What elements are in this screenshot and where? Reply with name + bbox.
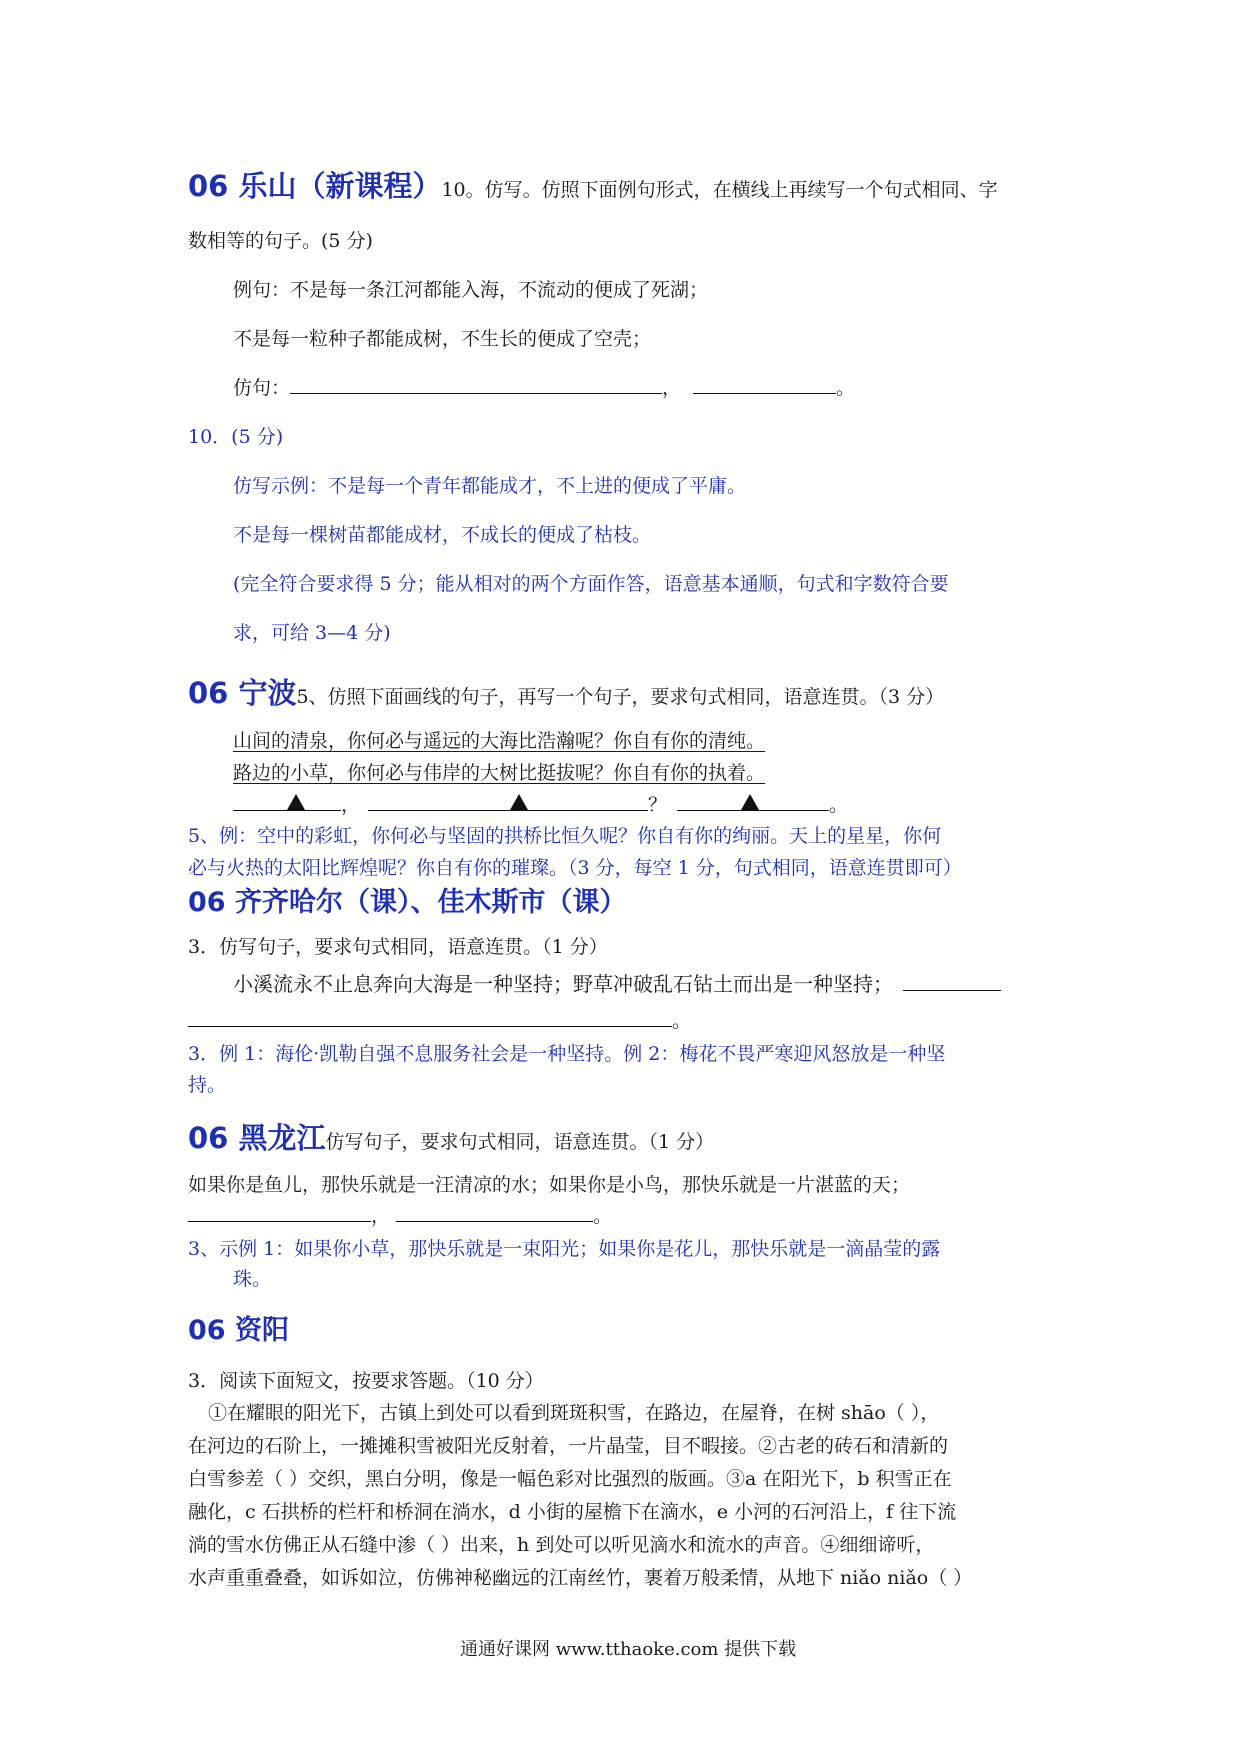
s4-blank-1[interactable] — [188, 1203, 371, 1222]
s3-line3-row — [188, 1008, 691, 1034]
s2-underlined-2: 路边的小草，你何必与伟岸的大树比挺拔呢？你自有你的执着。 — [233, 762, 766, 784]
s2-fill-line — [233, 792, 848, 818]
s5-passage-3: 白雪参差（ ）交织，黑白分明，像是一幅色彩对比强烈的版画。③a 在阳光下，b 积雪正在 — [188, 1468, 952, 1490]
s1-fill-comma: ， — [662, 377, 682, 399]
s4-question: 仿写句子，要求句式相同，语意连贯。（1 分） — [325, 1131, 715, 1153]
s2-punct-3: 。 — [829, 794, 849, 816]
triangle-icon — [741, 794, 759, 810]
s2-answer-2: 必与火热的太阳比辉煌呢？你自有你的璀璨。（3 分，每空 1 分，句式相同，语意连贯即可） — [188, 857, 962, 879]
s1-fill-end: 。 — [836, 377, 856, 399]
s2-punct-2: ？ — [648, 794, 668, 816]
s2-blank-1[interactable] — [233, 792, 341, 811]
s4-end: 。 — [593, 1205, 613, 1227]
s1-answer-2: 不是每一棵树苗都能成材，不成长的便成了枯枝。 — [233, 524, 652, 546]
s4-answer-2: 珠。 — [233, 1268, 272, 1290]
page-footer: 通通好课网 www.tthaoke.com 提供下载 — [460, 1639, 797, 1660]
s4-line2: 如果你是鱼儿，那快乐就是一汪清凉的水；如果你是小鸟，那快乐就是一片湛蓝的天； — [188, 1174, 911, 1196]
s2-question: 5、仿照下面画线的句子，再写一个句子，要求句式相同，语意连贯。（3 分） — [296, 686, 945, 708]
s5-question: 3．阅读下面短文，按要求答题。（10 分） — [188, 1370, 544, 1392]
s2-punct-1: ， — [341, 794, 361, 816]
s1-answer-1: 仿写示例：不是每一个青年都能成才，不上进的便成了平庸。 — [233, 475, 747, 497]
s2-answer-1: 5、例：空中的彩虹，你何必与坚固的拱桥比恒久呢？你自有你的绚丽。天上的星星，你何 — [188, 825, 942, 847]
s4-heading-line — [188, 1119, 714, 1161]
s4-blank-2[interactable] — [396, 1203, 593, 1222]
s1-answer-4: 求，可给 3—4 分) — [233, 622, 391, 644]
s1-heading-line — [188, 166, 998, 210]
triangle-icon — [287, 794, 305, 810]
s3-answer-2: 持。 — [188, 1074, 227, 1096]
s1-question-line2: 数相等的句子。(5 分) — [188, 230, 373, 252]
s2-heading-line — [188, 674, 944, 716]
s1-blank-2[interactable] — [693, 375, 836, 394]
s1-answer-number: 10．(5 分) — [188, 426, 284, 448]
s4-heading: 06 黑龙江 — [188, 1121, 326, 1155]
s2-blank-3[interactable] — [677, 792, 829, 811]
s5-passage-4: 融化，c 石拱桥的栏杆和桥洞在淌水，d 小街的屋檐下在滴水，e 小河的石河沿上，f 往下流 — [188, 1501, 957, 1523]
s3-line2-row — [233, 971, 1001, 997]
s3-blank-1[interactable] — [903, 972, 1001, 991]
s2-underlined-1: 山间的清泉，你何必与遥远的大海比浩瀚呢？你自有你的清纯。 — [233, 730, 766, 752]
s4-fill-line — [188, 1203, 612, 1229]
s3-question: 3．仿写句子，要求句式相同，语意连贯。（1 分） — [188, 936, 608, 958]
s5-heading: 06 资阳 — [188, 1315, 289, 1346]
s2-blank-2[interactable] — [368, 792, 648, 811]
s1-answer-3: (完全符合要求得 5 分；能从相对的两个方面作答，语意基本通顺，句式和字数符合要 — [233, 573, 949, 595]
s5-passage-5: 淌的雪水仿佛正从石缝中渗（ ）出来，h 到处可以听见滴水和流水的声音。④细细谛听， — [188, 1534, 935, 1556]
s1-question-line1: 10。仿写。仿照下面例句形式，在横线上再续写一个句式相同、字 — [441, 179, 998, 201]
s3-blank-2[interactable] — [188, 1008, 672, 1027]
s3-heading: 06 齐齐哈尔（课）、佳木斯市（课） — [188, 887, 627, 918]
s1-example-1: 例句：不是每一条江河都能入海，不流动的便成了死湖； — [233, 279, 709, 301]
s4-comma: ， — [371, 1205, 391, 1227]
s5-passage-2: 在河边的石阶上，一摊摊积雪被阳光反射着，一片晶莹，目不暇接。②古老的砖石和清新的 — [188, 1435, 949, 1457]
s1-fill-line — [233, 375, 855, 401]
s1-example-2: 不是每一粒种子都能成树，不生长的便成了空壳； — [233, 328, 652, 350]
s3-answer-1: 3．例 1：海伦·凯勒自强不息服务社会是一种坚持。例 2：梅花不畏严寒迎风怒放是一种坚 — [188, 1043, 946, 1065]
s3-end: 。 — [672, 1010, 692, 1032]
s5-passage-1: ①在耀眼的阳光下，古镇上到处可以看到斑斑积雪，在路边，在屋脊，在树 shāo（ ）， — [208, 1402, 940, 1424]
s1-blank-1[interactable] — [290, 375, 662, 394]
s4-answer-1: 3、示例 1：如果你小草，那快乐就是一束阳光；如果你是花儿，那快乐就是一滴晶莹的露 — [188, 1238, 941, 1260]
s3-line2: 小溪流永不止息奔向大海是一种坚持；野草冲破乱石钻土而出是一种坚持； — [233, 972, 893, 996]
s2-heading: 06 宁波 — [188, 676, 297, 710]
s1-fill-label: 仿句： — [233, 377, 291, 399]
triangle-icon — [510, 794, 528, 810]
s1-heading: 06 乐山（新课程） — [188, 169, 442, 203]
s5-passage-6: 水声重重叠叠，如诉如泣，仿佛神秘幽远的江南丝竹，裹着万般柔情，从地下 niǎo niǎo（ ） — [188, 1567, 973, 1589]
